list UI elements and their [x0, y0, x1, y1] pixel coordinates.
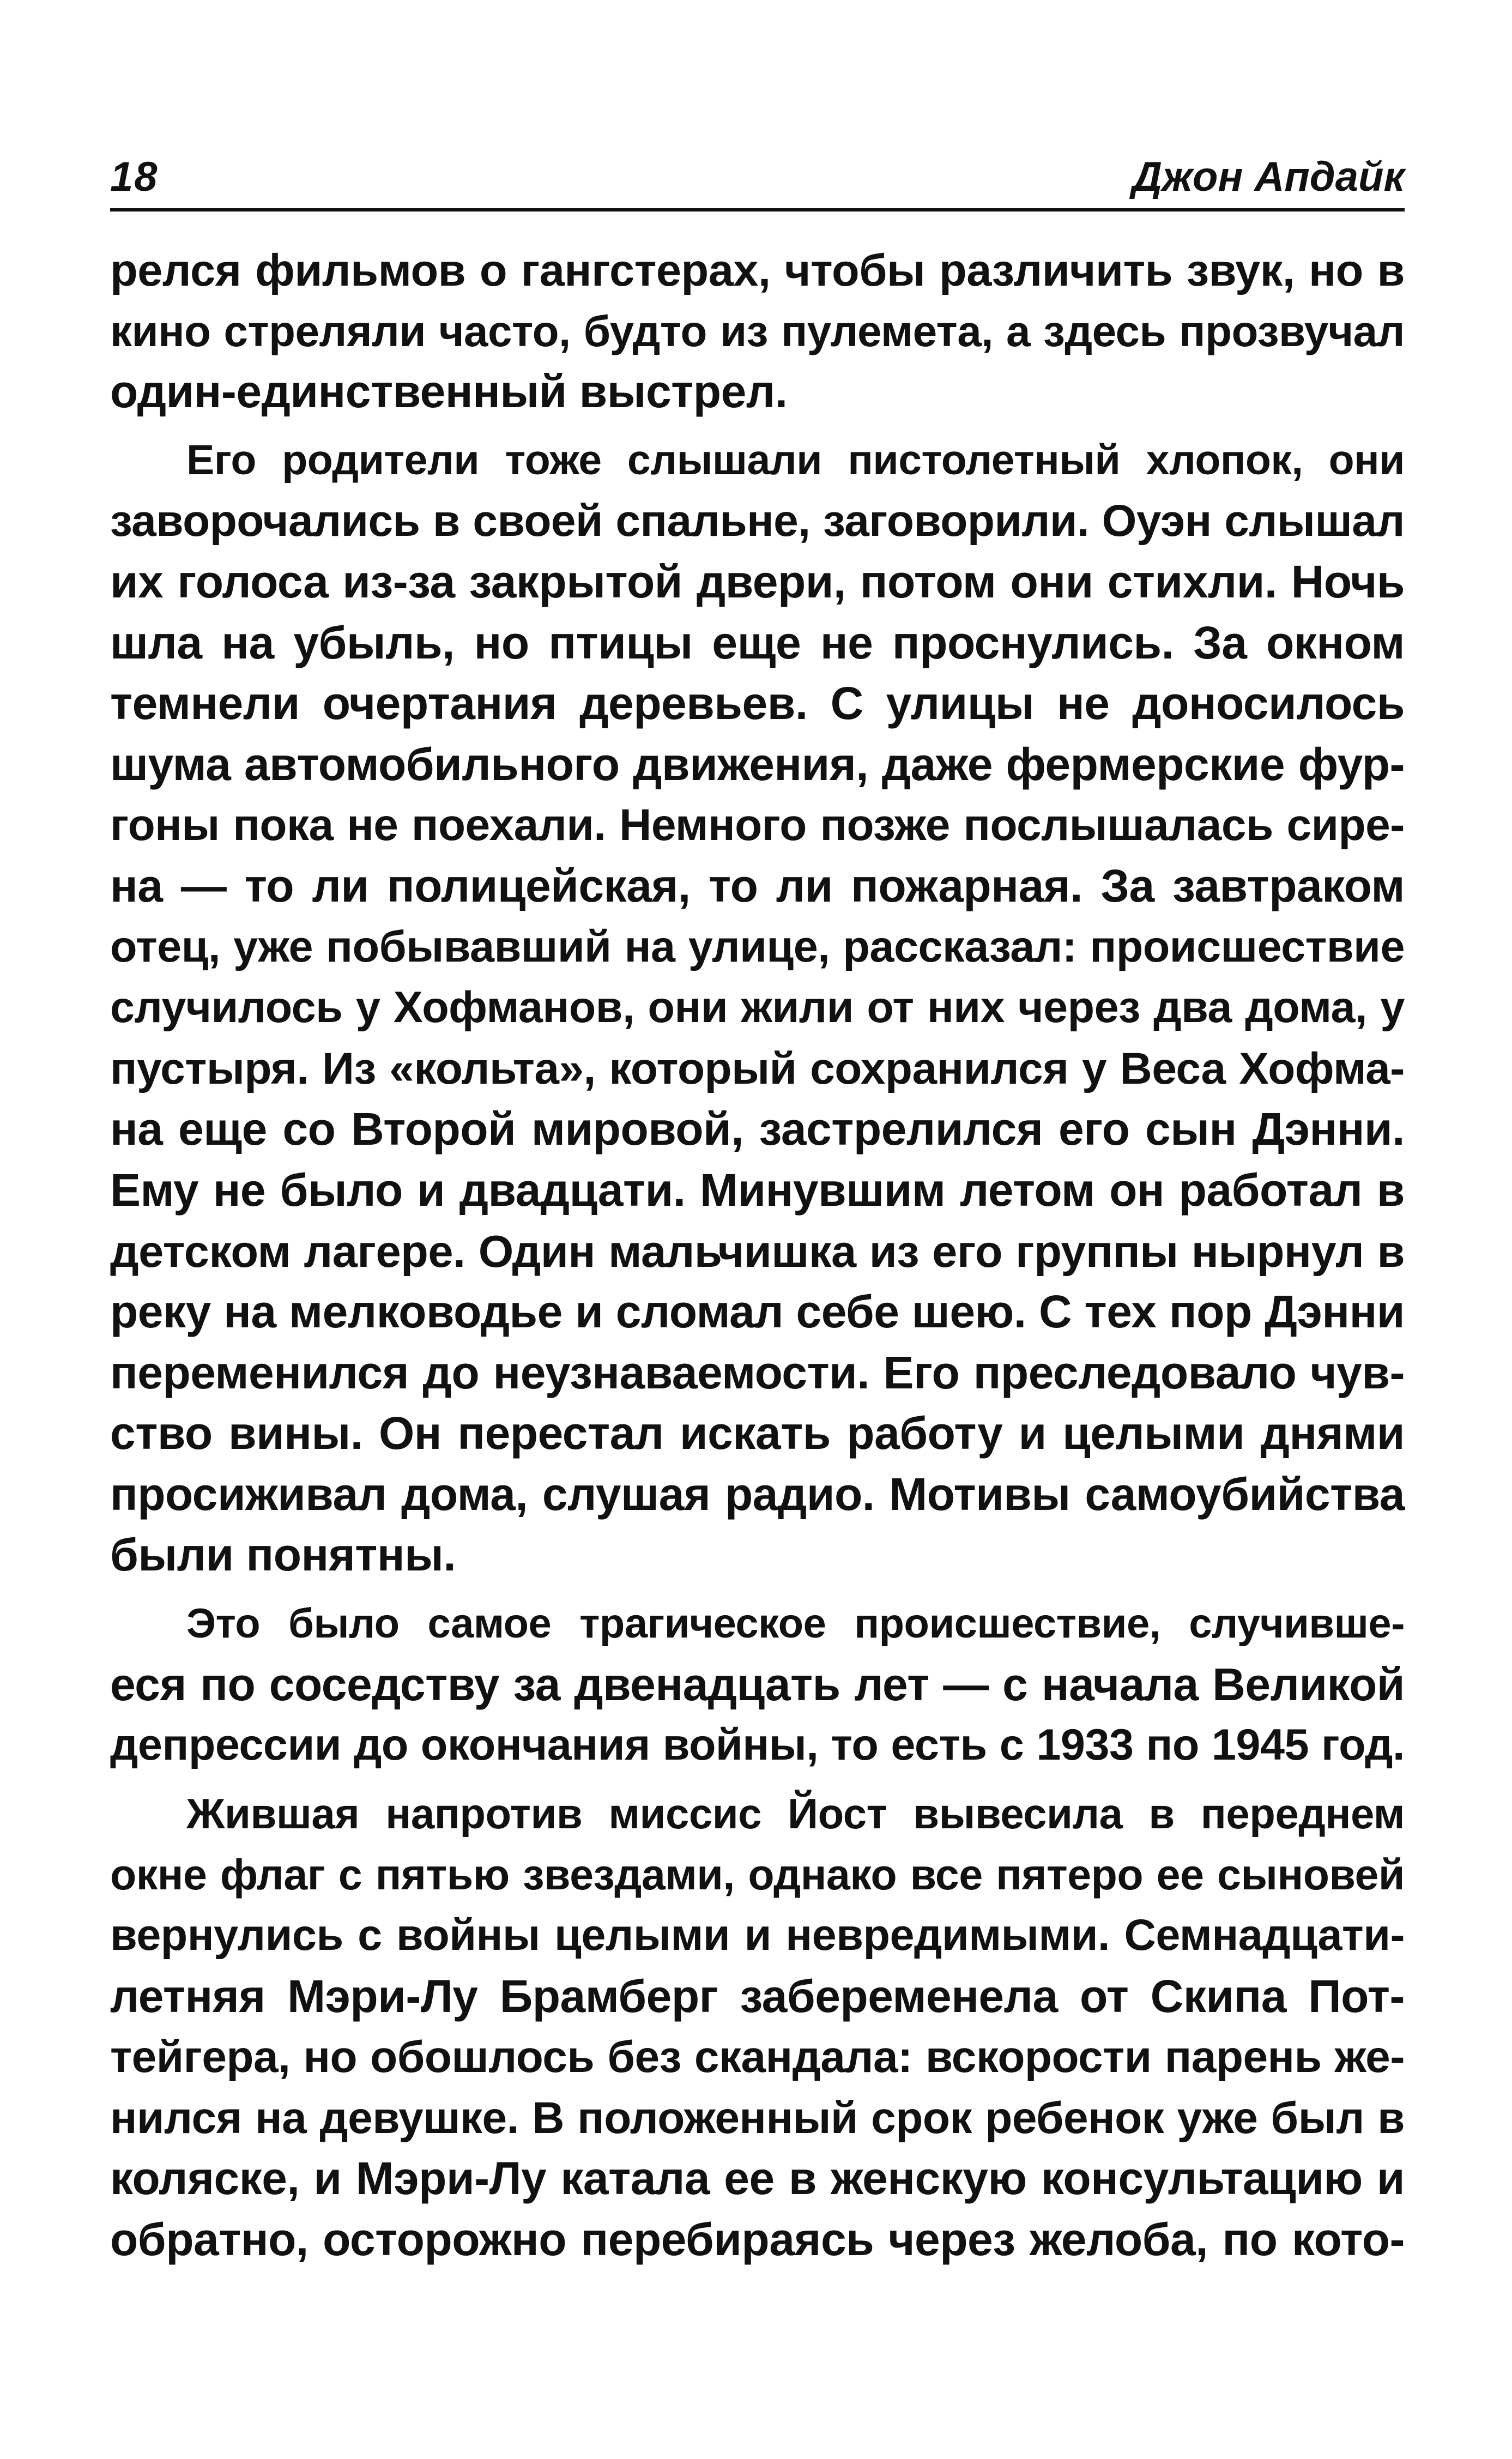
paragraph-1	[110, 240, 1405, 422]
page-header	[110, 150, 1405, 215]
text-line: пустыря. Из «кольта», который сохранился у Веса Хофма-	[110, 1043, 1405, 1093]
text-line: их голоса из-за закрытой двери, потом они стихли. Ночь	[110, 555, 1405, 607]
text-line: летняя Мэри-Лу Брамберг забеременела от Скипа Пот-	[110, 1970, 1405, 2022]
text-line: вернулись с войны целыми и невредимыми. Семнадцати-	[110, 1911, 1405, 1960]
running-head-author: Джон Апдайк	[1132, 154, 1405, 200]
text-line: релся фильмов о гангстерах, чтобы различить звук, но в	[110, 245, 1405, 295]
text-line: просиживал дома, слушая радио. Мотивы самоубийства	[110, 1468, 1405, 1520]
text-line: темнели очертания деревьев. С улицы не доносилось	[110, 678, 1405, 729]
text-line: гоны пока не поехали. Немного позже послышалась сире-	[110, 800, 1405, 850]
text-line: Ему не было и двадцати. Минувшим летом он работал в	[110, 1164, 1405, 1216]
text-line: переменился до неузнаваемости. Его преследовало чув-	[110, 1346, 1405, 1398]
paragraph-3	[110, 1593, 1405, 1776]
text-line: реку на мелководье и сломал себе шею. С тех пор Дэнни	[110, 1286, 1405, 1338]
text-line: депрессии до окончания войны, то есть с 1933 по 1945 год.	[110, 1720, 1405, 1770]
text-line: коляске, и Мэри-Лу катала ее в женскую консультацию и	[110, 2153, 1405, 2204]
text-line: шла на убыль, но птицы еще не проснулись. За окном	[110, 617, 1405, 668]
text-line: шума автомобильного движения, даже фермерские фур-	[110, 738, 1405, 790]
text-line: случилось у Хофманов, они жили от них через два дома, у	[110, 983, 1405, 1032]
text-line: Это было самое трагическое происшествие, случивше-	[186, 1600, 1405, 1647]
text-line: на — то ли полицейская, то ли пожарная. За завтраком	[110, 860, 1405, 911]
text-line: отец, уже побывавший на улице, рассказал: происшествие	[110, 922, 1405, 971]
text-line: Его родители тоже слышали пистолетный хлопок, они	[186, 436, 1405, 484]
paragraph-2	[110, 430, 1405, 1586]
text-line: нился на девушке. В положенный срок ребенок уже был в	[110, 2093, 1405, 2143]
text-line: еся по соседству за двенадцать лет — с начала Великой	[110, 1658, 1405, 1710]
body-text	[110, 240, 1405, 2270]
text-line: один-единственный выстрел.	[110, 366, 788, 418]
text-line: обратно, осторожно перебираясь через желоба, по кото-	[110, 2214, 1405, 2265]
text-line: ство вины. Он перестал искать работу и целыми днями	[110, 1407, 1405, 1459]
text-line: были понятны.	[110, 1529, 456, 1581]
text-line: детском лагере. Один мальчишка из его группы нырнул в	[110, 1225, 1405, 1277]
text-line: окне флаг с пятью звездами, однако все пятеро ее сыновей	[110, 1850, 1405, 1899]
page-number: 18	[110, 154, 159, 200]
paragraph-4	[110, 1784, 1405, 2270]
text-line: кино стреляли часто, будто из пулемета, а здесь прозвучал	[110, 306, 1405, 355]
text-line: тейгера, но обошлось без скандала: вскорости парень же-	[110, 2032, 1405, 2082]
header-rule	[110, 208, 1405, 212]
text-line: Жившая напротив миссис Йост вывесила в переднем	[186, 1789, 1405, 1838]
text-line: на еще со Второй мировой, застрелился его сын Дэнни.	[110, 1103, 1405, 1155]
text-line: заворочались в своей спальне, заговорили. Оуэн слышал	[110, 496, 1405, 546]
